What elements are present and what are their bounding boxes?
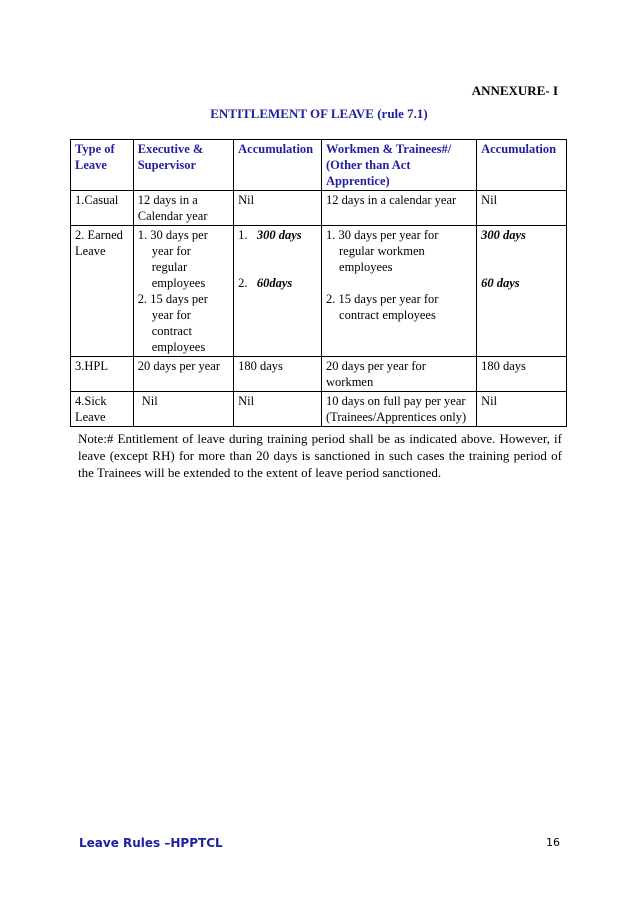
cell-type: 4.Sick Leave xyxy=(71,392,134,427)
cell-accumulation-1: Nil xyxy=(234,191,322,226)
accumulation-1-item-1 xyxy=(238,227,317,243)
header-accumulation-2: Accumulation xyxy=(477,140,567,191)
table-row-hpl xyxy=(71,357,567,392)
cell-workmen: 10 days on full pay per year (Trainees/Apprentices only) xyxy=(322,392,477,427)
page-number: 16 xyxy=(546,836,560,849)
cell-accumulation-2: 180 days xyxy=(477,357,567,392)
executive-line-2b: year for contract employees xyxy=(151,308,206,354)
footer-document-title: Leave Rules –HPPTCL xyxy=(79,836,223,850)
accumulation-2-item-1: 300 days xyxy=(481,228,526,242)
executive-line-1: 1. 30 days per xyxy=(137,228,208,242)
accumulation-2-item-2: 60 days xyxy=(481,276,520,290)
footnote: Note:# Entitlement of leave during training period shall be as indicated above. However, if leave (except RH) for more than 20 days is sanctioned in such cases the training period of the Trainees will be extended to the extent of leave period sanctioned. xyxy=(78,431,562,480)
table-header-row xyxy=(71,140,567,191)
header-type: Type of Leave xyxy=(71,140,134,191)
cell-accumulation-1: 180 days xyxy=(234,357,322,392)
cell-executive: 12 days in a Calendar year xyxy=(133,191,233,226)
cell-accumulation-2: Nil xyxy=(477,191,567,226)
leave-entitlement-table xyxy=(70,139,567,427)
item-value: 60days xyxy=(256,276,293,290)
cell-executive: 20 days per year xyxy=(133,357,233,392)
cell-accumulation-1 xyxy=(234,226,322,357)
table-row-earned xyxy=(71,226,567,357)
cell-type: 1.Casual xyxy=(71,191,134,226)
cell-accumulation-2: Nil xyxy=(477,392,567,427)
cell-type: 2. Earned Leave xyxy=(71,226,134,357)
annexure-label: ANNEXURE- I xyxy=(471,83,558,98)
table-row-sick xyxy=(71,392,567,427)
workmen-line-1b: regular workmen employees xyxy=(339,244,425,274)
page-title: ENTITLEMENT OF LEAVE (rule 7.1) xyxy=(210,106,428,121)
header-workmen: Workmen & Trainees#/ (Other than Act Apprentice) xyxy=(322,140,477,191)
cell-accumulation-1: Nil xyxy=(234,392,322,427)
workmen-line-2: 2. 15 days per year for xyxy=(326,292,439,306)
item-value: 300 days xyxy=(256,228,302,242)
accumulation-1-item-2 xyxy=(238,275,317,291)
executive-line-1b: year for regular employees xyxy=(151,244,206,290)
cell-workmen: 20 days per year for workmen xyxy=(322,357,477,392)
workmen-line-1: 1. 30 days per year for xyxy=(326,228,439,242)
cell-type: 3.HPL xyxy=(71,357,134,392)
cell-workmen xyxy=(322,226,477,357)
cell-workmen: 12 days in a calendar year xyxy=(322,191,477,226)
table-row-casual xyxy=(71,191,567,226)
executive-line-2: 2. 15 days per xyxy=(137,292,208,306)
item-number: 2. xyxy=(238,276,248,290)
workmen-line-2b: contract employees xyxy=(339,308,436,322)
item-number: 1. xyxy=(238,228,248,242)
cell-executive xyxy=(133,226,233,357)
cell-executive: Nil xyxy=(133,392,233,427)
header-executive: Executive & Supervisor xyxy=(133,140,233,191)
cell-accumulation-2 xyxy=(477,226,567,357)
header-accumulation-1: Accumulation xyxy=(234,140,322,191)
